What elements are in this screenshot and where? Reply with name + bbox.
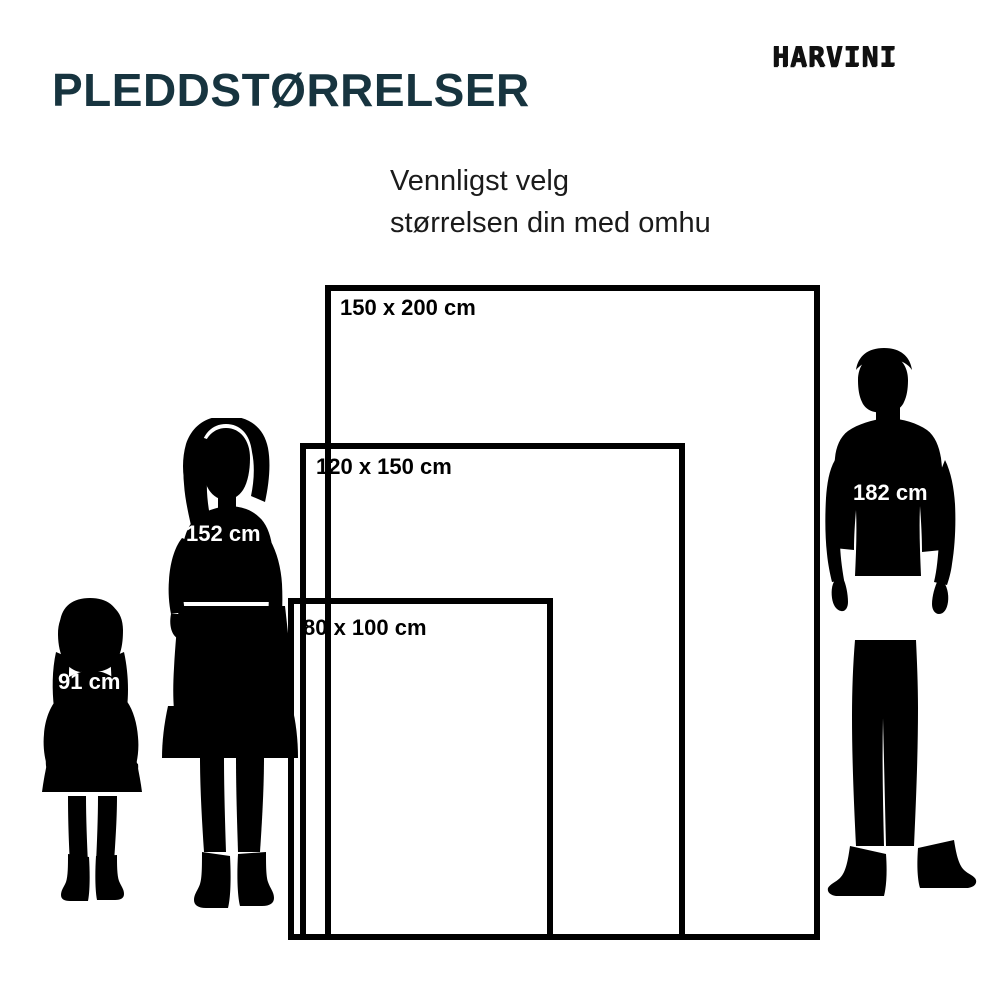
size-rect-80x100[interactable] bbox=[288, 598, 553, 940]
height-label-woman: 152 cm bbox=[186, 521, 261, 546]
size-label-150x200: 150 x 200 cm bbox=[340, 295, 476, 320]
subtitle-line-2: størrelsen din med omhu bbox=[390, 207, 711, 240]
size-label-80x100: 80 x 100 cm bbox=[303, 615, 427, 640]
height-label-child: 91 cm bbox=[58, 669, 121, 694]
size-label-120x150: 120 x 150 cm bbox=[316, 454, 452, 479]
figure-man bbox=[790, 340, 990, 940]
figure-child bbox=[20, 592, 165, 912]
brand-logo: HARVINI bbox=[772, 40, 898, 73]
subtitle-line-1: Vennligst velg bbox=[390, 165, 569, 197]
subtitle bbox=[390, 160, 711, 244]
page-title: PLEDDSTØRRELSER bbox=[52, 64, 530, 116]
height-label-man: 182 cm bbox=[853, 480, 928, 505]
